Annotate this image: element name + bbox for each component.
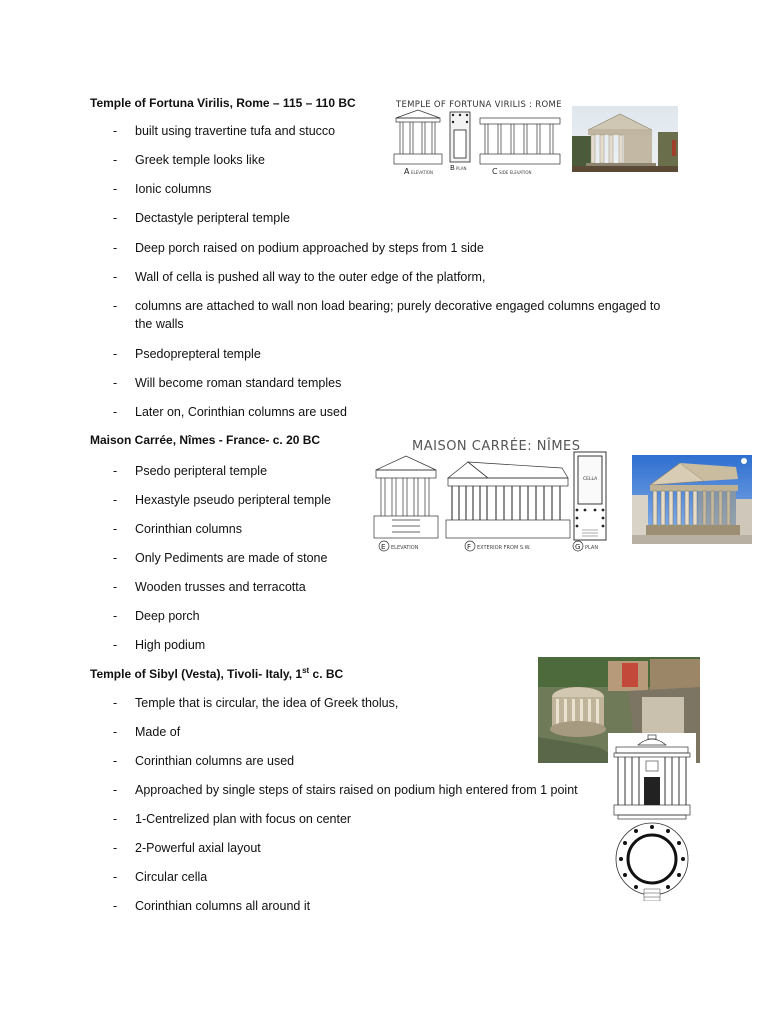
- list-item: - Later on, Corinthian columns are used: [113, 405, 347, 419]
- list-item: - Ionic columns: [113, 182, 212, 196]
- list-item: - High podium: [113, 638, 206, 652]
- list-item: - Corinthian columns all around it: [113, 899, 311, 913]
- maison-carree-photo: [632, 455, 752, 544]
- svg-text:F: F: [467, 543, 472, 551]
- list-item: - Psedoprepteral temple: [113, 347, 261, 361]
- svg-text:PLAN: PLAN: [456, 166, 467, 171]
- list-item: - Approached by single steps of stairs raised on podium high entered from 1 point: [113, 783, 578, 797]
- section-heading-temple-of-sibyl: Temple of Sibyl (Vesta), Tivoli- Italy, 1st c. BC: [90, 666, 344, 681]
- fortuna-virilis-drawing: [392, 96, 564, 176]
- list-item: - 1-Centrelized plan with focus on center: [113, 812, 352, 826]
- svg-text:ELEVATION: ELEVATION: [391, 545, 419, 551]
- svg-text:ELEVATION: ELEVATION: [411, 170, 433, 175]
- list-item: - Wooden trusses and terracotta: [113, 580, 306, 594]
- maison-carree-drawing: [372, 434, 610, 554]
- list-item: - Wall of cella is pushed all way to the outer edge of the platform,: [113, 270, 486, 284]
- list-item: - built using travertine tufa and stucco: [113, 124, 336, 138]
- list-item: - Hexastyle pseudo peripteral temple: [113, 493, 331, 507]
- section-heading-maison-carree: Maison Carrée, Nîmes - France- c. 20 BC: [90, 433, 321, 447]
- svg-text:C: C: [492, 167, 498, 176]
- svg-text:SIDE ELEVATION: SIDE ELEVATION: [499, 170, 532, 175]
- svg-text:EXTERIOR FROM S.W.: EXTERIOR FROM S.W.: [477, 545, 531, 551]
- list-item: - Corinthian columns are used: [113, 754, 295, 768]
- list-item: - Deep porch: [113, 609, 200, 623]
- svg-text:PLAN: PLAN: [585, 545, 599, 551]
- section-heading-fortuna: Temple of Fortuna Virilis, Rome – 115 – 110 BC: [90, 96, 356, 110]
- list-item: - Will become roman standard temples: [113, 376, 342, 390]
- temple-of-sibyl-drawing: [608, 733, 696, 901]
- list-item: - Circular cella: [113, 870, 208, 884]
- list-item: - Greek temple looks like: [113, 153, 265, 167]
- list-item: - Temple that is circular, the idea of Greek tholus,: [113, 696, 399, 710]
- svg-text:CELLA: CELLA: [583, 477, 598, 482]
- svg-text:B: B: [450, 164, 455, 172]
- list-item: - Made of: [113, 725, 181, 739]
- svg-text:TEMPLE OF FORTUNA VIRILIS : RO: TEMPLE OF FORTUNA VIRILIS : ROME: [396, 100, 562, 110]
- fortuna-virilis-photo: [572, 106, 678, 172]
- svg-text:G: G: [575, 543, 581, 551]
- list-item: - Psedo peripteral temple: [113, 464, 268, 478]
- svg-text:E: E: [381, 543, 386, 551]
- list-item: - columns are attached to wall non load bearing; purely decorative engaged columns engaged to the walls: [113, 299, 661, 331]
- list-item: - Deep porch raised on podium approached by steps from 1 side: [113, 241, 484, 255]
- svg-text:MAISON CARRÉE: NÎMES: MAISON CARRÉE: NÎMES: [412, 439, 581, 454]
- list-item: - Only Pediments are made of stone: [113, 551, 328, 565]
- svg-text:A: A: [404, 167, 410, 176]
- list-item: - Corinthian columns: [113, 522, 242, 536]
- list-item: - 2-Powerful axial layout: [113, 841, 261, 855]
- list-item: - Dectastyle peripteral temple: [113, 211, 290, 225]
